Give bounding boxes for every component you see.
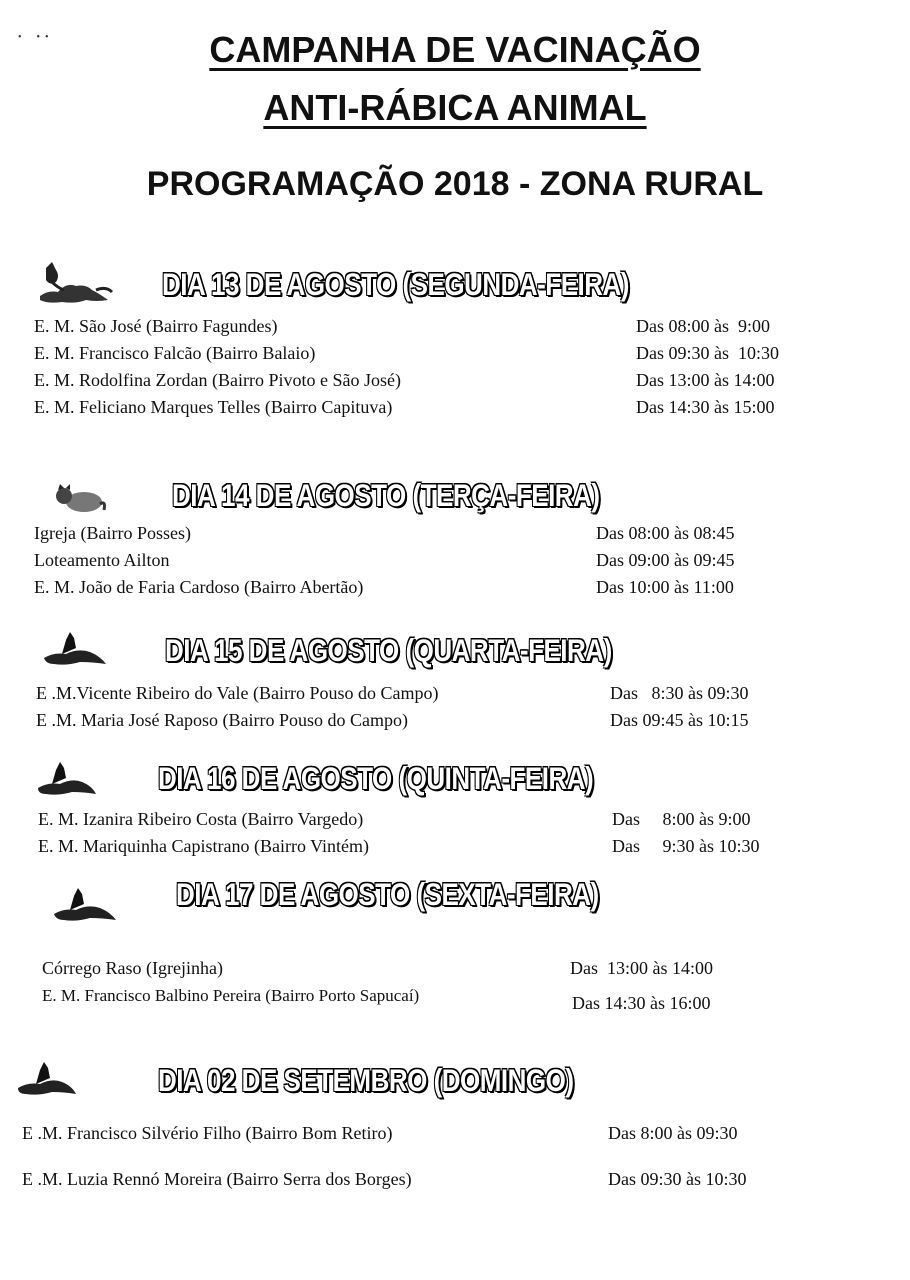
- scan-specks: • • •: [18, 32, 49, 43]
- day-heading: DIA 16 DE AGOSTO (QUINTA-FEIRA): [158, 760, 594, 796]
- day-heading: DIA 17 DE AGOSTO (SEXTA-FEIRA): [176, 876, 599, 912]
- location: E. M. João de Faria Cardoso (Bairro Abertão): [34, 577, 364, 597]
- cat-icon: [36, 260, 116, 308]
- page-subtitle: ANTI-RÁBICA ANIMAL: [263, 87, 647, 128]
- location: E. M. Mariquinha Capistrano (Bairro Vintém): [38, 836, 370, 856]
- location: E .M. Maria José Raposo (Bairro Pouso do Campo): [36, 710, 408, 730]
- time-range: Das 08:00 às 08:45: [596, 523, 735, 543]
- cat-icon: [52, 482, 106, 516]
- location: Igreja (Bairro Posses): [34, 523, 191, 543]
- time-range: Das 14:30 às 16:00: [572, 993, 711, 1013]
- time-range: Das 08:00 às 9:00: [636, 316, 770, 336]
- day-heading: DIA 02 DE SETEMBRO (DOMINGO): [158, 1062, 574, 1098]
- time-range: Das 14:30 às 15:00: [636, 397, 775, 417]
- location: E. M. Francisco Balbino Pereira (Bairro Porto Sapucaí): [42, 986, 420, 1005]
- time-range: Das 09:30 às 10:30: [636, 343, 779, 363]
- time-range: Das 10:00 às 11:00: [596, 577, 734, 597]
- day-heading: DIA 13 DE AGOSTO (SEGUNDA-FEIRA): [162, 266, 629, 302]
- time-range: Das 13:00 às 14:00: [570, 958, 713, 978]
- day-heading: DIA 14 DE AGOSTO (TERÇA-FEIRA): [172, 477, 600, 513]
- location: E. M. São José (Bairro Fagundes): [34, 316, 278, 336]
- location: E .M.Vicente Ribeiro do Vale (Bairro Pouso do Campo): [36, 683, 439, 703]
- location: E. M. Francisco Falcão (Bairro Balaio): [34, 343, 316, 363]
- time-range: Das 8:30 às 09:30: [610, 683, 749, 703]
- time-range: Das 09:00 às 09:45: [596, 550, 735, 570]
- time-range: Das 8:00 às 9:00: [612, 809, 751, 829]
- location: E. M. Feliciano Marques Telles (Bairro Capituva): [34, 397, 393, 417]
- location: E. M. Izanira Ribeiro Costa (Bairro Vargedo): [38, 809, 364, 829]
- dog-icon: [14, 1060, 80, 1100]
- dog-icon: [50, 884, 120, 926]
- location: E .M. Luzia Rennó Moreira (Bairro Serra dos Borges): [22, 1169, 412, 1189]
- location: Loteamento Ailton: [34, 550, 170, 570]
- time-range: Das 09:30 às 10:30: [608, 1169, 747, 1189]
- location: Córrego Raso (Igrejinha): [42, 958, 223, 978]
- location: E. M. Rodolfina Zordan (Bairro Pivoto e São José): [34, 370, 401, 390]
- time-range: Das 09:45 às 10:15: [610, 710, 749, 730]
- time-range: Das 8:00 às 09:30: [608, 1123, 738, 1143]
- page-title: CAMPANHA DE VACINAÇÃO: [209, 29, 701, 70]
- time-range: Das 13:00 às 14:00: [636, 370, 775, 390]
- day-heading: DIA 15 DE AGOSTO (QUARTA-FEIRA): [165, 632, 612, 668]
- program-title: PROGRAMAÇÃO 2018 - ZONA RURAL: [146, 165, 764, 203]
- location: E .M. Francisco Silvério Filho (Bairro Bom Retiro): [22, 1123, 393, 1143]
- dog-icon: [40, 628, 110, 668]
- time-range: Das 9:30 às 10:30: [612, 836, 760, 856]
- dog-icon: [34, 760, 100, 800]
